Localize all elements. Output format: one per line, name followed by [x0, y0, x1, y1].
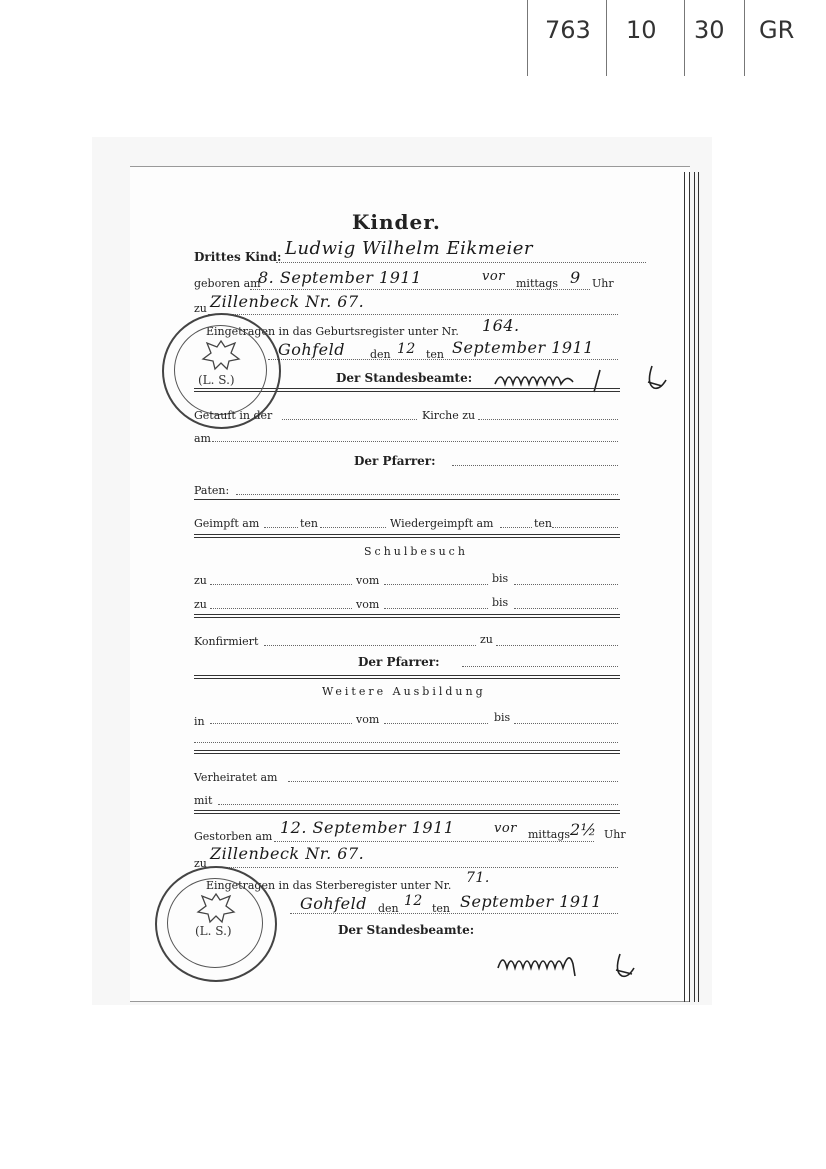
page-edge: [694, 172, 695, 1002]
stamp-label: (L. S.): [198, 373, 235, 387]
school-heading: Schulbesuch: [364, 545, 468, 558]
baptized-label: Getauft in der: [194, 409, 273, 422]
fill-line: [236, 494, 618, 495]
fill-line: [384, 723, 488, 724]
registrar-label: Der Standesbeamte:: [336, 371, 473, 385]
fill-line: [194, 742, 618, 743]
archive-tab-3: 30: [694, 16, 725, 44]
fill-line: [208, 867, 618, 868]
died-date: 12. September 1911: [280, 818, 455, 837]
fill-line: [288, 781, 618, 782]
archive-tab-divider: [606, 0, 607, 76]
birth-register-month-year: September 1911: [452, 338, 594, 357]
archive-tab-1: 763: [545, 16, 591, 44]
fill-line: [452, 465, 618, 466]
fill-line: [384, 608, 488, 609]
fill-line: [276, 262, 646, 263]
zu-label: zu: [194, 302, 207, 315]
section-divider: [194, 614, 620, 618]
born-hour: 9: [570, 268, 581, 287]
death-register-month-year: September 1911: [460, 892, 602, 911]
school-vom-label-2: vom: [356, 598, 380, 611]
archive-tab-divider: [527, 0, 528, 76]
school-zu-label-1: zu: [194, 574, 207, 587]
revaccinated-ten-label: ten: [534, 517, 553, 530]
birth-register-label: Eingetragen in das Geburtsregister unter Nr.: [206, 325, 459, 338]
child-name: Ludwig Wilhelm Eikmeier: [285, 238, 534, 259]
school-bis-label-1: bis: [492, 572, 509, 585]
fill-line: [320, 527, 386, 528]
death-register-place: Gohfeld: [300, 894, 367, 913]
fill-line: [210, 584, 352, 585]
died-uhr-label: Uhr: [604, 828, 626, 841]
pastor-label: Der Pfarrer:: [354, 454, 436, 468]
official-stamp: [155, 866, 277, 982]
fill-line: [514, 584, 618, 585]
born-ampm: vor: [482, 269, 505, 284]
fill-line: [384, 584, 488, 585]
mittags-label: mittags: [516, 277, 559, 290]
born-date: 8. September 1911: [258, 268, 422, 287]
fill-line: [210, 723, 352, 724]
birth-register-place: Gohfeld: [278, 340, 345, 359]
birth-register-number: 164.: [482, 316, 520, 335]
fill-line: [218, 804, 618, 805]
confirmed-label: Konfirmiert: [194, 635, 259, 648]
fill-line: [264, 645, 476, 646]
uhr-label: Uhr: [592, 277, 614, 290]
archive-tab-divider: [684, 0, 685, 76]
vaccinated-ten-label: ten: [300, 517, 319, 530]
page-edge: [689, 172, 690, 1002]
fill-line: [208, 314, 618, 315]
school-vom-label-1: vom: [356, 574, 380, 587]
death-register-label: Eingetragen in das Sterberegister unter Nr.: [206, 879, 452, 892]
fill-line: [462, 666, 618, 667]
fill-line: [264, 527, 298, 528]
ten-label: ten: [426, 348, 445, 361]
section-divider: [194, 499, 620, 500]
further-education-heading: Weitere Ausbildung: [322, 685, 486, 698]
fill-line: [274, 841, 594, 842]
fill-line: [282, 419, 417, 420]
deathplace-zu-label: zu: [194, 857, 207, 870]
confirmed-zu-label: zu: [480, 633, 493, 646]
child-label: Drittes Kind:: [194, 250, 282, 264]
school-bis-label-2: bis: [492, 596, 509, 609]
education-in-label: in: [194, 715, 205, 728]
stamp-label: (L. S.): [195, 924, 232, 938]
page-title: Kinder.: [352, 210, 441, 234]
birthplace: Zillenbeck Nr. 67.: [210, 292, 365, 311]
fill-line: [290, 913, 618, 914]
eagle-icon: [195, 890, 237, 924]
page-edge: [698, 172, 699, 1002]
education-vom-label: vom: [356, 713, 380, 726]
confirmation-pastor-label: Der Pfarrer:: [358, 655, 440, 669]
birth-register-day: 12: [397, 341, 416, 357]
archive-tab-2: 10: [626, 16, 657, 44]
archive-tab-divider: [744, 0, 745, 76]
fill-line: [514, 723, 618, 724]
fill-line: [496, 645, 618, 646]
death-registrar-signature: [490, 940, 650, 980]
page-edge: [684, 172, 685, 1002]
sponsors-label: Paten:: [194, 484, 230, 497]
born-label: geboren am: [194, 277, 261, 290]
married-mit-label: mit: [194, 794, 213, 807]
archive-tab-4: GR: [759, 16, 795, 44]
fill-line: [500, 527, 532, 528]
section-divider: [194, 810, 620, 814]
death-registrar-label: Der Standesbeamte:: [338, 923, 475, 937]
died-ampm: vor: [494, 821, 517, 836]
died-mittags-label: mittags: [528, 828, 571, 841]
fill-line: [210, 608, 352, 609]
archive-reference-tabs: [527, 0, 826, 76]
deathplace: Zillenbeck Nr. 67.: [210, 844, 365, 863]
section-divider: [194, 534, 620, 538]
revaccinated-label: Wiedergeimpft am: [390, 517, 494, 530]
fill-line: [552, 527, 618, 528]
fill-line: [212, 441, 618, 442]
married-label: Verheiratet am: [194, 771, 278, 784]
death-ten-label: ten: [432, 902, 451, 915]
fill-line: [478, 419, 618, 420]
baptism-am-label: am: [194, 432, 211, 445]
section-divider: [194, 750, 620, 754]
died-hour: 2½: [570, 820, 597, 839]
fill-line: [268, 359, 618, 360]
school-zu-label-2: zu: [194, 598, 207, 611]
den-label: den: [370, 348, 391, 361]
vaccinated-label: Geimpft am: [194, 517, 260, 530]
died-label: Gestorben am: [194, 830, 273, 843]
education-bis-label: bis: [494, 711, 511, 724]
death-den-label: den: [378, 902, 399, 915]
section-divider: [194, 675, 620, 679]
death-register-number: 71.: [466, 870, 490, 886]
death-register-day: 12: [404, 893, 423, 909]
fill-line: [514, 608, 618, 609]
fill-line: [250, 289, 590, 290]
church-label: Kirche zu: [422, 409, 476, 422]
eagle-icon: [200, 337, 242, 371]
